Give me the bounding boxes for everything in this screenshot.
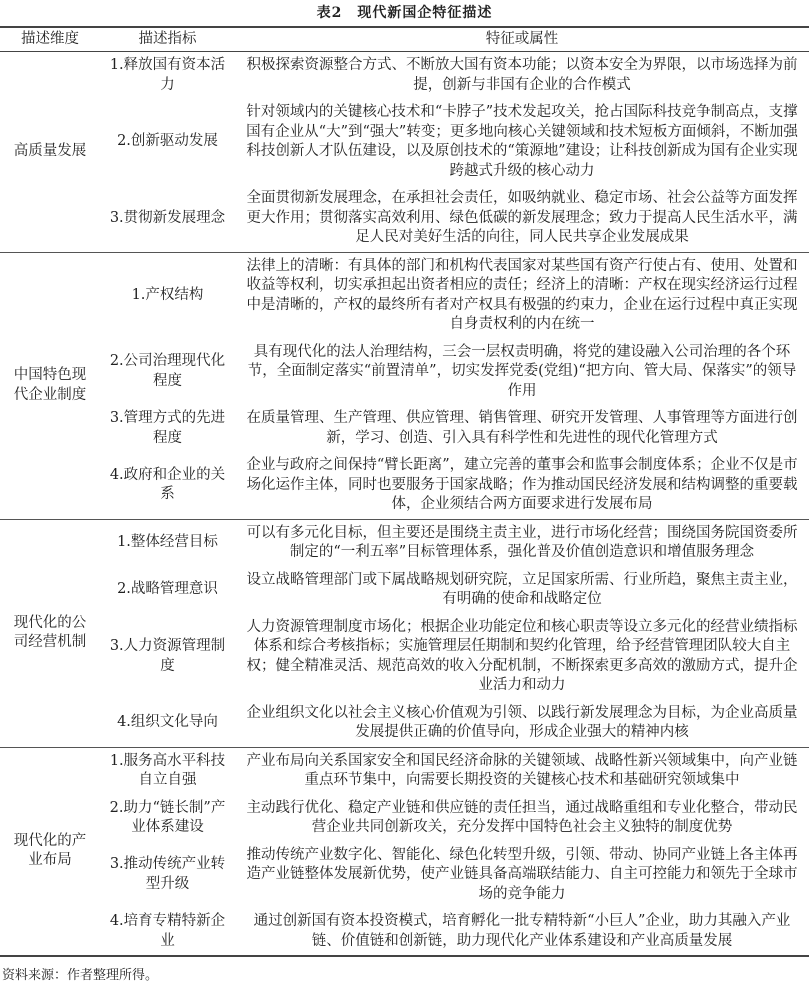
dimension-cell: 现代化的产业布局	[13, 832, 87, 869]
feature-table	[0, 26, 809, 957]
description-cell: 可以有多元化目标，但主要还是围绕主责主业，进行市场化经营；围绕国务院国资委所制定的“一利五率”目标管理体系，强化普及价值创造意识和增值服务理念	[246, 524, 798, 560]
description-cell: 法律上的清晰：有具体的部门和机构代表国家对某些国有资产行使占有、使用、处置和收益等权利，切实承担起出资者相应的责任；经济上的清晰：产权在现实经济运行过程中是清晰的，产权的最终所有者对产权具有极强的约束力，企业在运行过程中真正实现自身责权利的内在统一	[246, 257, 798, 332]
table-group	[0, 52, 809, 253]
indicator-cell: 3.人力资源管理制度	[109, 638, 226, 674]
indicator-cell: 1.整体经营目标	[117, 534, 218, 551]
source-note: 资料来源：作者整理所得。	[2, 968, 159, 983]
table-group	[0, 519, 809, 747]
description-cell: 积极探索资源整合方式、不断放大国有资本功能；以资本安全为界限，以市场选择为前提，创新与非国有企业的合作模式	[246, 57, 798, 93]
table-group	[0, 252, 809, 519]
table-header-row	[0, 27, 809, 52]
table-row	[0, 185, 809, 252]
dimension-cell: 高质量发展	[13, 143, 87, 159]
table-title: 表2 现代新国企特征描述	[316, 5, 493, 21]
table-row	[0, 700, 809, 748]
description-cell: 针对领域内的关键核心技术和“卡脖子”技术发起攻关，抢占国际科技竞争制高点，支撑国有企业从“大”到“强大”转变；更多地向核心关键领域和技术短板方面倾斜，不断加强科技创新人才队伍建设，以及原创技术的“策源地”建设；让科技创新成为国有企业实现跨越式升级的核心动力	[246, 104, 798, 179]
description-cell: 推动传统产业数字化、智能化、绿色化转型升级，引领、带动、协同产业链上各主体再造产业链整体发展新优势，使产业链具备高端联结能力、自主可控能力和领先于全球市场的竞争能力	[246, 846, 798, 902]
indicator-cell: 2.战略管理意识	[117, 581, 218, 598]
indicator-cell: 3.贯彻新发展理念	[109, 209, 226, 226]
description-cell: 企业与政府之间保持“臂长距离”，建立完善的董事会和监事会制度体系；企业不仅是市场化运作主体，同时也要服务于国家战略；作为推动国民经济发展和结构调整的重要载体，企业须结合两方面要求进行发展布局	[246, 457, 798, 512]
table-row	[0, 339, 809, 406]
description-cell: 产业布局向关系国家安全和国民经济命脉的关键领域、战略性新兴领域集中，向产业链重点环节集中，向需要长期投资的关键核心技术和基础研究领域集中	[246, 752, 798, 788]
indicator-cell: 4.培育专精特新企业	[109, 913, 226, 949]
table-row	[0, 842, 809, 909]
dimension-cell: 现代化的公司经营机制	[13, 614, 87, 650]
description-cell: 主动践行优化、稳定产业链和供应链的责任担当，通过战略重组和专业化整合，带动民营企业共同创新攻关，充分发挥中国特色社会主义独特的制度优势	[246, 799, 798, 835]
indicator-cell: 1.产权结构	[131, 286, 204, 303]
description-cell: 通过创新国有资本投资模式，培育孵化一批专精特新“小巨人”企业，助力其融入产业链、价值链和创新链，助力现代化产业体系建设和产业高质量发展	[253, 913, 791, 949]
header-indicator: 描述指标	[138, 30, 197, 47]
indicator-cell: 1.服务高水平科技自立自强	[109, 752, 226, 788]
indicator-cell: 1.释放国有资本活力	[109, 57, 226, 93]
table-row	[0, 567, 809, 614]
table-row	[0, 452, 809, 519]
table-row	[0, 614, 809, 700]
description-cell: 人力资源管理制度市场化；根据企业功能定位和核心职责等设立多元化的经营业绩指标体系和综合考核指标；实施管理层任期制和契约化管理，给予经营管理团队较大自主权；健全精准灵活、规范高效的收入分配机制，不断探索更多高效的激励方式，提升企业活力和动力	[246, 618, 798, 693]
header-dimension: 描述维度	[21, 30, 79, 47]
table-row	[0, 747, 809, 795]
table-row	[0, 52, 809, 100]
table-group	[0, 747, 809, 956]
indicator-cell: 2.创新驱动发展	[117, 133, 218, 150]
indicator-cell: 2.公司治理现代化程度	[109, 353, 226, 389]
indicator-cell: 3.管理方式的先进程度	[109, 410, 226, 446]
indicator-cell: 2.助力“链长制”产业体系建设	[109, 799, 226, 835]
indicator-cell: 4.组织文化导向	[117, 714, 218, 731]
table-row	[0, 908, 809, 956]
description-cell: 全面贯彻新发展理念，在承担社会责任，如吸纳就业、稳定市场、社会公益等方面发挥更大作用；贯彻落实高效利用、绿色低碳的新发展理念；致力于提高人民生活水平，满足人民对美好生活的向往，同人民共享企业发展成果	[246, 190, 798, 245]
description-cell: 在质量管理、生产管理、供应管理、销售管理、研究开发管理、人事管理等方面进行创新，学习、创造、引入具有科学性和先进性的现代化管理方式	[246, 410, 798, 446]
table-row	[0, 99, 809, 185]
indicator-cell: 3.推动传统产业转型升级	[109, 856, 226, 892]
table-row	[0, 519, 809, 567]
description-cell: 企业组织文化以社会主义核心价值观为引领、以践行新发展理念为目标，为企业高质量发展提供正确的价值导向，形成企业强大的精神内核	[246, 704, 798, 740]
indicator-cell: 4.政府和企业的关系	[109, 466, 226, 503]
header-description: 特征或属性	[485, 30, 559, 47]
description-cell: 设立战略管理部门或下属战略规划研究院，立足国家所需、行业所趋，聚焦主责主业，有明确的使命和战略定位	[246, 571, 798, 607]
table-row	[0, 795, 809, 842]
table-row	[0, 405, 809, 452]
description-cell: 具有现代化的法人治理结构，三会一层权责明确，将党的建设融入公司治理的各个环节，全面制定落实“前置清单”，切实发挥党委(党组)“把方向、管大局、保落实”的领导作用	[247, 343, 797, 399]
dimension-cell: 中国特色现代企业制度	[13, 367, 87, 403]
table-row	[0, 252, 809, 339]
